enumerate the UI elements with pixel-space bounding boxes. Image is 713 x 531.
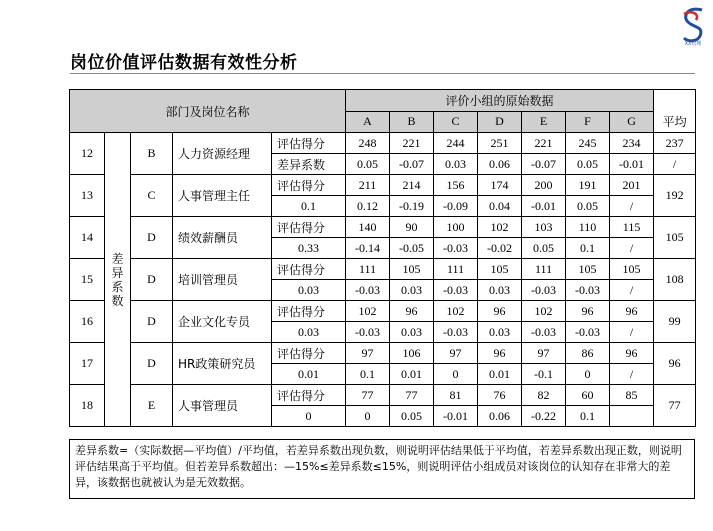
coef-label: 0.1 bbox=[272, 196, 346, 217]
score-cell: 234 bbox=[610, 133, 654, 154]
position-name: HR政策研究员 bbox=[173, 343, 272, 385]
coef-cell: 0.05 bbox=[522, 238, 566, 259]
dept-code: D bbox=[131, 301, 173, 343]
coef-cell: 0.03 bbox=[390, 322, 434, 343]
coef-cell: 0.01 bbox=[390, 364, 434, 385]
coef-label: 差异系数 bbox=[272, 154, 346, 175]
position-name: 企业文化专员 bbox=[173, 301, 272, 343]
score-cell: 100 bbox=[434, 217, 478, 238]
score-cell: 115 bbox=[610, 217, 654, 238]
rater-header: C bbox=[434, 111, 478, 133]
score-cell: 97 bbox=[522, 343, 566, 364]
row-number: 18 bbox=[70, 385, 105, 427]
avg-cell: 108 bbox=[654, 259, 696, 301]
position-name: 培训管理员 bbox=[173, 259, 272, 301]
position-name: 人力资源经理 bbox=[173, 133, 272, 175]
score-cell: 111 bbox=[522, 259, 566, 280]
coef-cell: 0.1 bbox=[566, 406, 610, 427]
coef-cell: -0.03 bbox=[346, 322, 390, 343]
coef-cell bbox=[610, 406, 654, 427]
coef-cell: 0.04 bbox=[478, 196, 522, 217]
score-cell: 248 bbox=[346, 133, 390, 154]
score-cell: 85 bbox=[610, 385, 654, 406]
score-cell: 96 bbox=[478, 301, 522, 322]
table-row bbox=[70, 217, 696, 238]
coef-cell: -0.03 bbox=[522, 280, 566, 301]
avg-cell: 99 bbox=[654, 301, 696, 343]
row-number: 17 bbox=[70, 343, 105, 385]
coef-cell: 0.05 bbox=[346, 154, 390, 175]
avg-coef-cell: / bbox=[654, 154, 696, 175]
dept-code: B bbox=[131, 133, 173, 175]
row-number: 16 bbox=[70, 301, 105, 343]
score-cell: 102 bbox=[434, 301, 478, 322]
coef-label: 0.01 bbox=[272, 364, 346, 385]
coef-cell: 0.03 bbox=[478, 280, 522, 301]
score-cell: 140 bbox=[346, 217, 390, 238]
coef-cell: -0.05 bbox=[390, 238, 434, 259]
dept-code: D bbox=[131, 217, 173, 259]
score-label: 评估得分 bbox=[272, 133, 346, 154]
coef-cell: / bbox=[610, 322, 654, 343]
coef-cell: -0.03 bbox=[522, 322, 566, 343]
coef-cell: 0.05 bbox=[566, 196, 610, 217]
coef-cell: 0.1 bbox=[566, 238, 610, 259]
dept-code: D bbox=[131, 343, 173, 385]
score-cell: 90 bbox=[390, 217, 434, 238]
row-number: 15 bbox=[70, 259, 105, 301]
score-cell: 76 bbox=[478, 385, 522, 406]
score-cell: 96 bbox=[390, 301, 434, 322]
table-row bbox=[70, 385, 696, 406]
coef-cell: -0.22 bbox=[522, 406, 566, 427]
row-number: 14 bbox=[70, 217, 105, 259]
coef-cell: -0.03 bbox=[346, 280, 390, 301]
score-label: 评估得分 bbox=[272, 175, 346, 196]
rater-header: A bbox=[346, 111, 390, 133]
score-cell: 97 bbox=[346, 343, 390, 364]
coef-cell: / bbox=[610, 364, 654, 385]
coef-cell: -0.01 bbox=[522, 196, 566, 217]
dept-code: D bbox=[131, 259, 173, 301]
dept-code: C bbox=[131, 175, 173, 217]
position-name: 绩效薪酬员 bbox=[173, 217, 272, 259]
coef-cell: / bbox=[610, 280, 654, 301]
score-cell: 60 bbox=[566, 385, 610, 406]
coef-cell: 0.03 bbox=[478, 322, 522, 343]
score-cell: 105 bbox=[478, 259, 522, 280]
score-cell: 102 bbox=[478, 217, 522, 238]
score-cell: 214 bbox=[390, 175, 434, 196]
coef-cell: -0.03 bbox=[434, 322, 478, 343]
score-cell: 201 bbox=[610, 175, 654, 196]
coef-cell: 0.05 bbox=[566, 154, 610, 175]
score-cell: 105 bbox=[566, 259, 610, 280]
score-cell: 106 bbox=[390, 343, 434, 364]
coef-cell: -0.07 bbox=[522, 154, 566, 175]
score-cell: 244 bbox=[434, 133, 478, 154]
coef-cell: 0 bbox=[434, 364, 478, 385]
coef-label: 0.03 bbox=[272, 280, 346, 301]
table-row bbox=[70, 133, 696, 154]
table-row bbox=[70, 175, 696, 196]
score-cell: 96 bbox=[610, 343, 654, 364]
score-cell: 221 bbox=[522, 133, 566, 154]
footnote: 差异系数=（实际数据—平均值）/平均值，若差异系数出现负数，则说明评估结果低于平均值，若差异系数出现正数，则说明评估结果高于平均值。但若差异系数超出：—15%≤差异系数≤15%，则说明评估小组成员对该岗位的认知存在非常大的差异，该数据也就被认为是无效数据。 bbox=[69, 439, 695, 499]
table-row bbox=[70, 259, 696, 280]
score-cell: 105 bbox=[610, 259, 654, 280]
rater-header: B bbox=[390, 111, 434, 133]
position-name: 人事管理主任 bbox=[173, 175, 272, 217]
score-cell: 96 bbox=[566, 301, 610, 322]
side-label: 差异系数 bbox=[105, 133, 131, 427]
table-row bbox=[70, 301, 696, 322]
avg-cell: 96 bbox=[654, 343, 696, 385]
rater-header: G bbox=[610, 111, 654, 133]
coef-cell: -0.03 bbox=[566, 322, 610, 343]
coef-cell: -0.01 bbox=[610, 154, 654, 175]
header-row bbox=[70, 90, 696, 112]
coef-cell: -0.09 bbox=[434, 196, 478, 217]
coef-cell: -0.03 bbox=[434, 280, 478, 301]
coef-cell: -0.14 bbox=[346, 238, 390, 259]
coef-cell: 0.12 bbox=[346, 196, 390, 217]
score-cell: 245 bbox=[566, 133, 610, 154]
dept-header: 部门及岗位名称 bbox=[70, 90, 346, 133]
avg-cell: 192 bbox=[654, 175, 696, 217]
logo-text: XX管理 bbox=[684, 41, 702, 47]
score-label: 评估得分 bbox=[272, 217, 346, 238]
score-cell: 102 bbox=[522, 301, 566, 322]
score-cell: 103 bbox=[522, 217, 566, 238]
score-cell: 111 bbox=[346, 259, 390, 280]
coef-cell: 0.1 bbox=[346, 364, 390, 385]
coef-cell: -0.1 bbox=[522, 364, 566, 385]
coef-cell: 0.03 bbox=[390, 280, 434, 301]
score-cell: 81 bbox=[434, 385, 478, 406]
position-name: 人事管理员 bbox=[173, 385, 272, 427]
score-cell: 86 bbox=[566, 343, 610, 364]
coef-cell: -0.01 bbox=[434, 406, 478, 427]
score-cell: 97 bbox=[434, 343, 478, 364]
coef-cell: 0.06 bbox=[478, 406, 522, 427]
score-cell: 82 bbox=[522, 385, 566, 406]
title-divider bbox=[70, 73, 695, 74]
page-title: 岗位价值评估数据有效性分析 bbox=[70, 53, 298, 73]
score-cell: 96 bbox=[610, 301, 654, 322]
avg-cell: 105 bbox=[654, 217, 696, 259]
coef-cell: -0.03 bbox=[434, 238, 478, 259]
coef-cell: -0.07 bbox=[390, 154, 434, 175]
coef-cell: 0.03 bbox=[434, 154, 478, 175]
row-number: 12 bbox=[70, 133, 105, 175]
coef-label: 0 bbox=[272, 406, 346, 427]
score-cell: 110 bbox=[566, 217, 610, 238]
score-label: 评估得分 bbox=[272, 385, 346, 406]
coef-cell: / bbox=[610, 196, 654, 217]
coef-cell: / bbox=[610, 238, 654, 259]
score-cell: 111 bbox=[434, 259, 478, 280]
score-cell: 174 bbox=[478, 175, 522, 196]
score-label: 评估得分 bbox=[272, 343, 346, 364]
coef-cell: 0.06 bbox=[478, 154, 522, 175]
score-cell: 102 bbox=[346, 301, 390, 322]
rater-header: F bbox=[566, 111, 610, 133]
rater-header: E bbox=[522, 111, 566, 133]
score-cell: 105 bbox=[390, 259, 434, 280]
score-cell: 251 bbox=[478, 133, 522, 154]
coef-label: 0.33 bbox=[272, 238, 346, 259]
score-cell: 156 bbox=[434, 175, 478, 196]
score-cell: 200 bbox=[522, 175, 566, 196]
coef-cell: 0 bbox=[566, 364, 610, 385]
dept-code: E bbox=[131, 385, 173, 427]
coef-cell: 0.05 bbox=[390, 406, 434, 427]
avg-cell: 77 bbox=[654, 385, 696, 427]
coef-cell: -0.03 bbox=[566, 280, 610, 301]
score-cell: 96 bbox=[478, 343, 522, 364]
rater-header: D bbox=[478, 111, 522, 133]
coef-cell: -0.02 bbox=[478, 238, 522, 259]
group-header: 评价小组的原始数据 bbox=[346, 90, 654, 112]
avg-cell: 237 bbox=[654, 133, 696, 154]
score-label: 评估得分 bbox=[272, 301, 346, 322]
row-number: 13 bbox=[70, 175, 105, 217]
coef-label: 0.03 bbox=[272, 322, 346, 343]
score-cell: 77 bbox=[390, 385, 434, 406]
company-logo bbox=[678, 4, 708, 48]
score-cell: 77 bbox=[346, 385, 390, 406]
avg-header: 平均 bbox=[654, 90, 696, 133]
score-cell: 211 bbox=[346, 175, 390, 196]
coef-cell: -0.19 bbox=[390, 196, 434, 217]
coef-cell: 0 bbox=[346, 406, 390, 427]
score-cell: 221 bbox=[390, 133, 434, 154]
evaluation-table bbox=[69, 89, 696, 427]
score-label: 评估得分 bbox=[272, 259, 346, 280]
score-cell: 191 bbox=[566, 175, 610, 196]
table-row bbox=[70, 343, 696, 364]
coef-cell: 0.01 bbox=[478, 364, 522, 385]
